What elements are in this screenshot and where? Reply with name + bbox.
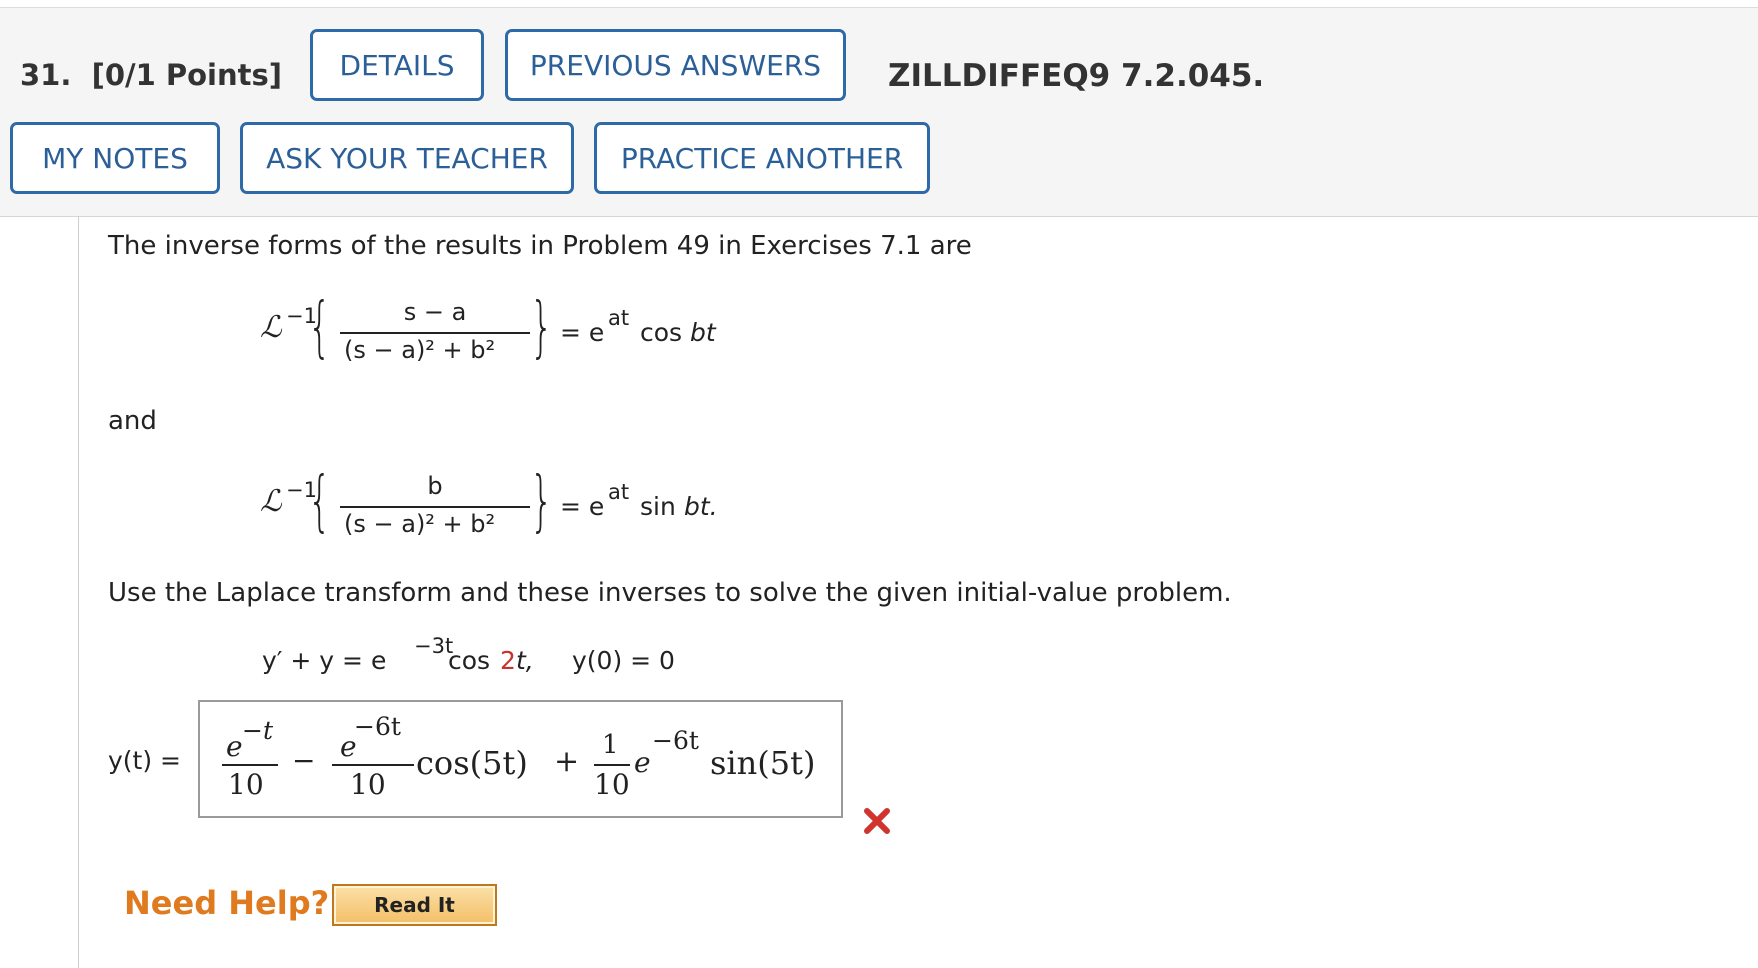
term1-exponent: −t (242, 716, 273, 745)
laplace-operator: ℒ (260, 310, 282, 345)
term3-numerator: 1 (602, 730, 619, 760)
right-brace: } (530, 288, 554, 365)
rhs-prefix: = e (560, 492, 605, 521)
left-brace: { (308, 462, 332, 539)
term2-base: e (340, 730, 357, 763)
top-divider (0, 0, 1758, 8)
inverse-formula-sin (260, 464, 730, 554)
need-help-label: Need Help? (124, 884, 330, 922)
left-rule (78, 216, 79, 968)
question-number: 31. [0/1 Points] (20, 58, 283, 92)
instruction-text: Use the Laplace transform and these inverses to solve the given initial-value problem. (108, 578, 1232, 608)
rhs-exponent: at (608, 306, 630, 330)
details-button[interactable]: DETAILS (310, 29, 484, 101)
intro-text: The inverse forms of the results in Problem 49 in Exercises 7.1 are (108, 231, 972, 261)
term3-exponent: −6t (652, 726, 699, 755)
ivp-variable: t, (516, 646, 534, 675)
my-notes-button[interactable]: MY NOTES (10, 122, 220, 194)
inverse-formula-cos (260, 290, 730, 380)
initial-value-problem (262, 634, 722, 684)
ivp-coefficient: 2 (500, 646, 516, 675)
term1-base: e (226, 730, 243, 763)
term2-function: cos(5t) (416, 744, 528, 782)
connector-text: and (108, 406, 157, 436)
term3-function: sin(5t) (710, 744, 816, 782)
term1-denominator: 10 (228, 768, 264, 801)
rhs-exponent: at (608, 480, 630, 504)
operator-plus: + (554, 744, 580, 779)
rhs-argument: bt (690, 318, 716, 347)
term1-fraction-bar (222, 764, 278, 766)
right-brace: } (530, 462, 554, 539)
term3-base: e (634, 746, 651, 779)
answer-label: y(t) = (108, 746, 181, 775)
term2-exponent: −6t (354, 712, 401, 741)
previous-answers-button[interactable]: PREVIOUS ANSWERS (505, 29, 846, 101)
x-mark-icon (862, 806, 892, 836)
inverse-exponent: −1 (286, 478, 317, 502)
term3-fraction-bar (594, 764, 630, 766)
term3-denominator: 10 (594, 768, 630, 801)
read-it-button[interactable]: Read It (332, 884, 497, 926)
rhs-function: cos (640, 318, 683, 347)
numerator: s − a (403, 298, 467, 326)
answer-input[interactable] (198, 700, 843, 818)
denominator: (s − a)² + b² (344, 336, 496, 364)
practice-another-button[interactable]: PRACTICE ANOTHER (594, 122, 930, 194)
term2-denominator: 10 (350, 768, 386, 801)
ask-your-teacher-button[interactable]: ASK YOUR TEACHER (240, 122, 574, 194)
ivp-function: cos (448, 646, 491, 675)
operator-minus: − (292, 744, 316, 777)
rhs-prefix: = e (560, 318, 605, 347)
denominator: (s − a)² + b² (344, 510, 496, 538)
rhs-function: sin (640, 492, 676, 521)
question-reference: ZILLDIFFEQ9 7.2.045. (888, 58, 1265, 94)
inverse-exponent: −1 (286, 304, 317, 328)
fraction-bar (340, 506, 530, 508)
rhs-argument: bt. (684, 492, 718, 521)
fraction-bar (340, 332, 530, 334)
left-brace: { (308, 288, 332, 365)
ivp-condition: y(0) = 0 (572, 646, 675, 675)
ivp-lhs: y′ + y = e (262, 646, 387, 675)
term2-fraction-bar (332, 764, 414, 766)
ivp-exponent: −3t (414, 634, 454, 658)
laplace-operator: ℒ (260, 484, 282, 519)
points-score: [0/1 Points] (91, 58, 283, 92)
question-header (0, 8, 1758, 217)
numerator: b (427, 472, 443, 500)
